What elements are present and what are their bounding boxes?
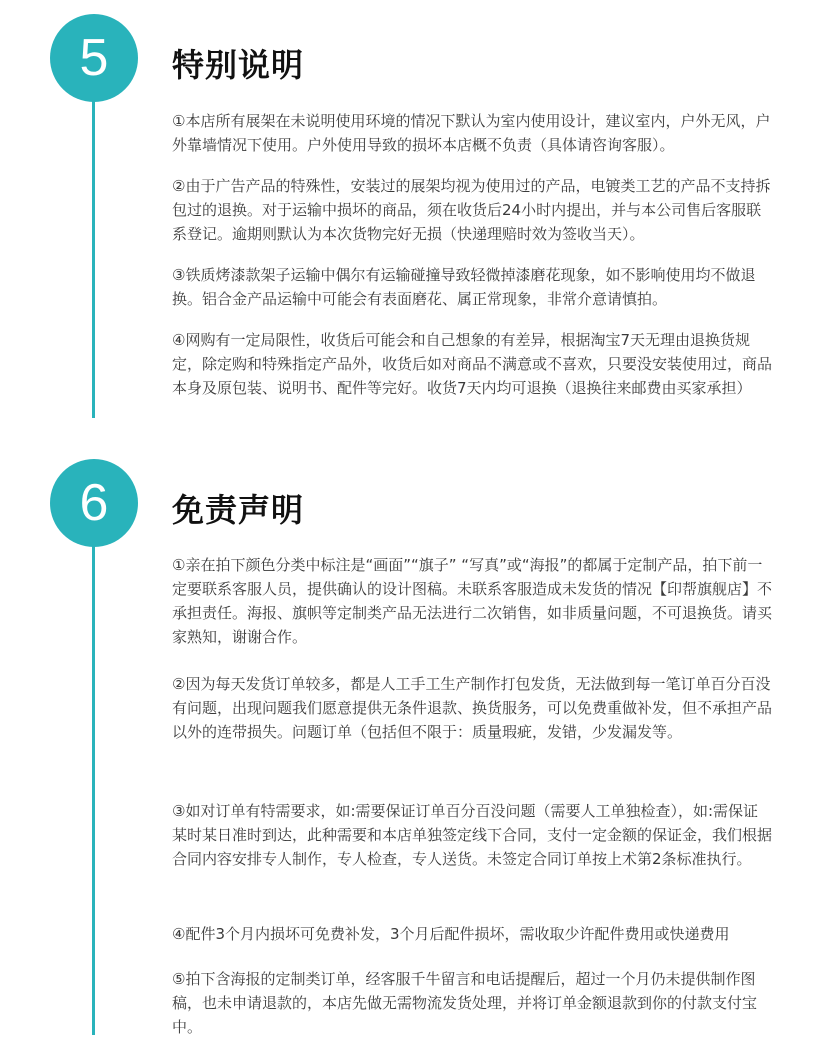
paragraph-5-1: ①本店所有展架在未说明使用环境的情况下默认为室内使用设计，建议室内，户外无风，户外靠墙情况下使用。户外使用导致的损坏本店概不负责（具体请咨询客服）。 — [172, 112, 771, 154]
paragraph-6-1: ①亲在拍下颜色分类中标注是“画面”“旗子” “写真”或“海报”的都属于定制产品，拍下前一定要联系客服人员，提供确认的设计图稿。未联系客服造成未发货的情况【印帮旗舰店】不承担责任。海报、旗帜等定制类产品无法进行二次销售，如非质量问题，不可退换货。请买家熟知，谢谢合作。 — [172, 556, 773, 646]
paragraph-6-3: ③如对订单有特需要求，如:需要保证订单百分百没问题（需要人工单独检查），如:需保证某时某日准时到达，此种需要和本店单独签定线下合同，支付一定金额的保证金，我们根据合同内容安排专人制作，专人检查，专人送货。未签定合同订单按上术第2条标准执行。 — [172, 802, 773, 868]
paragraph-5-3: ③铁质烤漆款架子运输中偶尔有运输碰撞导致轻微掉漆磨花现象，如不影响使用均不做退换。铝合金产品运输中可能会有表面磨花、属正常现象，非常介意请慎拍。 — [172, 266, 756, 308]
paragraph-6-5: ⑤拍下含海报的定制类订单，经客服千牛留言和电话提醒后，超过一个月仍未提供制作图稿，也未申请退款的，本店先做无需物流发货处理，并将订单金额退款到你的付款支付宝中。 — [172, 970, 758, 1036]
section-title-disclaimer: 免责声明 — [172, 491, 305, 529]
paragraph-6-4: ④配件3个月内损坏可免费补发，3个月后配件损坏，需收取少许配件费用或快递费用 — [172, 925, 730, 943]
paragraph-6-2: ②因为每天发货订单较多，都是人工手工生产制作打包发货，无法做到每一笔订单百分百没有问题，出现问题我们愿意提供无条件退款、换货服务，可以免费重做补发，但不承担产品以外的连带损失。问题订单（包括但不限于：质量瑕疵，发错，少发漏发等。 — [172, 675, 773, 741]
timeline-line-5 — [92, 100, 95, 418]
section-number-badge-6: 6 — [50, 459, 138, 547]
section-number-badge-5: 5 — [50, 14, 138, 102]
paragraph-5-4: ④网购有一定局限性，收货后可能会和自己想象的有差异，根据淘宝7天无理由退换货规定，除定购和特殊指定产品外，收货后如对商品不满意或不喜欢，只要没安装使用过，商品本身及原包装、说明书、配件等完好。收货7天内均可退换（退换往来邮费由买家承担） — [172, 331, 773, 397]
timeline-line-6 — [92, 545, 95, 1035]
paragraph-5-2: ②由于广告产品的特殊性，安装过的展架均视为使用过的产品，电镀类工艺的产品不支持拆包过的退换。对于运输中损坏的商品，须在收货后24小时内提出，并与本公司售后客服联系登记。逾期则默认为本次货物完好无损（快递理赔时效为签收当天）。 — [172, 177, 771, 243]
section-title-special-notes: 特别说明 — [172, 46, 305, 84]
